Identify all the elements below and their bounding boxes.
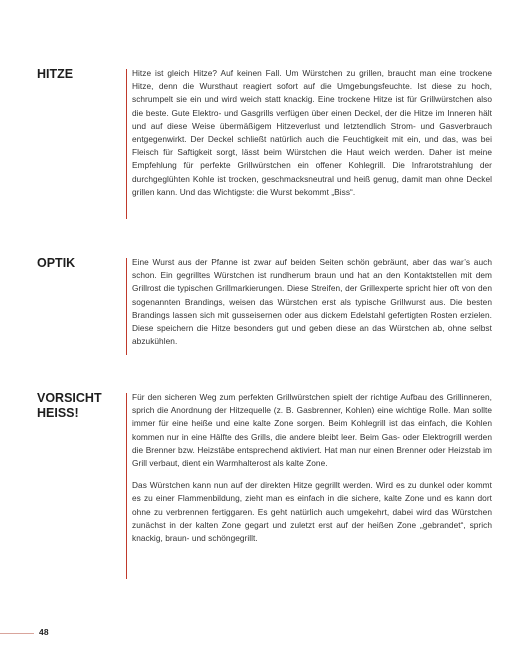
page-number: 48 bbox=[39, 627, 49, 637]
section-body bbox=[132, 67, 492, 199]
heading-line: OPTIK bbox=[37, 256, 76, 270]
section-heading bbox=[37, 256, 122, 271]
section-divider bbox=[126, 258, 127, 355]
paragraph: Eine Wurst aus der Pfanne ist zwar auf beiden Seiten schön gebräunt, aber das war’s auch schon. Ein gegrilltes Würstchen ist rundherum braun und hat an den Kontaktstellen mit dem Grillrost die typischen Grillmarkierungen. Diese Streifen, der Grillexperte spricht hier oft von den sogenannten Brandings, weisen das Würstchen erst als typische Grillwurst aus. Die besten Brandings lassen sich mit gusseisernen oder aus dickem Edelstahl gefertigten Rosten erzielen. Diese speichern die Hitze besonders gut und geben diese an das Würstchen ab, ohne selbst abzukühlen. bbox=[132, 257, 492, 347]
section-heading bbox=[37, 391, 122, 421]
footer-rule bbox=[0, 633, 34, 634]
section-body bbox=[132, 256, 492, 348]
section-heading bbox=[37, 67, 122, 82]
section-body bbox=[132, 391, 492, 545]
paragraph: Hitze ist gleich Hitze? Auf keinen Fall. Um Würstchen zu grillen, braucht man eine trockene Hitze, denn die Wursthaut reagiert sofort auf die Umgebungsfeuchte. Ist diese zu hoch, schrumpelt sie ein und wird weich statt knackig. Eine trockene Hitze ist für Grillwürstchen also die beste. Gute Elektro- und Gasgrills verfügen über einen Deckel, der die Hitze im Inneren hält und auf diese Weise übermäßigem Hitzeverlust und letztendlich Strom- und Gasverbrauch entgegenwirkt. Der Deckel schließt natürlich auch die Feuchtigkeit mit ein, und das, was bei Fleisch für Saftigkeit sorgt, lässt beim Würstchen die Haut weich werden. Daher ist meine Empfehlung für perfekte Grillwürstchen ein offener Kohlegrill. Die Infrarotstrahlung der durchgeglühten Kohle ist trocken, geschmacksneutral und heiß genug, damit man ohne Deckel grillen kann. Und das Wichtigste: die Wurst bekommt „Biss“. bbox=[132, 68, 492, 197]
section-divider bbox=[126, 393, 127, 579]
paragraph: Das Würstchen kann nun auf der direkten Hitze gegrillt werden. Wird es zu dunkel oder kommt es zu einer Flammenbildung, zieht man es einfach in die sichere, kalte Zone und es kann dort ohne zu verbrennen fertiggaren. Es geht natürlich auch umgekehrt, dabei wird das Würstchen zunächst in der kalten Zone gegart und zuletzt erst auf der heißen Zone „gebrandet“, sprich knackig, braun- und schöngegrillt. bbox=[132, 480, 492, 544]
heading-line: VORSICHT bbox=[37, 391, 102, 405]
heading-line: HITZE bbox=[37, 67, 74, 81]
section-divider bbox=[126, 69, 127, 219]
heading-line: HEISS! bbox=[37, 406, 79, 420]
paragraph: Für den sicheren Weg zum perfekten Grillwürstchen spielt der richtige Aufbau des Grillinneren, sprich die Anordnung der Hitzequelle (z. B. Gasbrenner, Kohlen) eine wichtige Rolle. Man sollte immer für eine heiße und eine kalte Zone sorgen. Beim Kohlegrill ist das einfach, die Kohlen kommen nur in eine Hälfte des Grills, die andere bleibt leer. Beim Gas- oder Elektrogrill werden die Brenner bzw. Heizstäbe entsprechend aktiviert. Hat man nur einen Brenner oder Heizstab im Grill verbaut, dient ein Warmhalterost als kalte Zone. bbox=[132, 392, 492, 469]
